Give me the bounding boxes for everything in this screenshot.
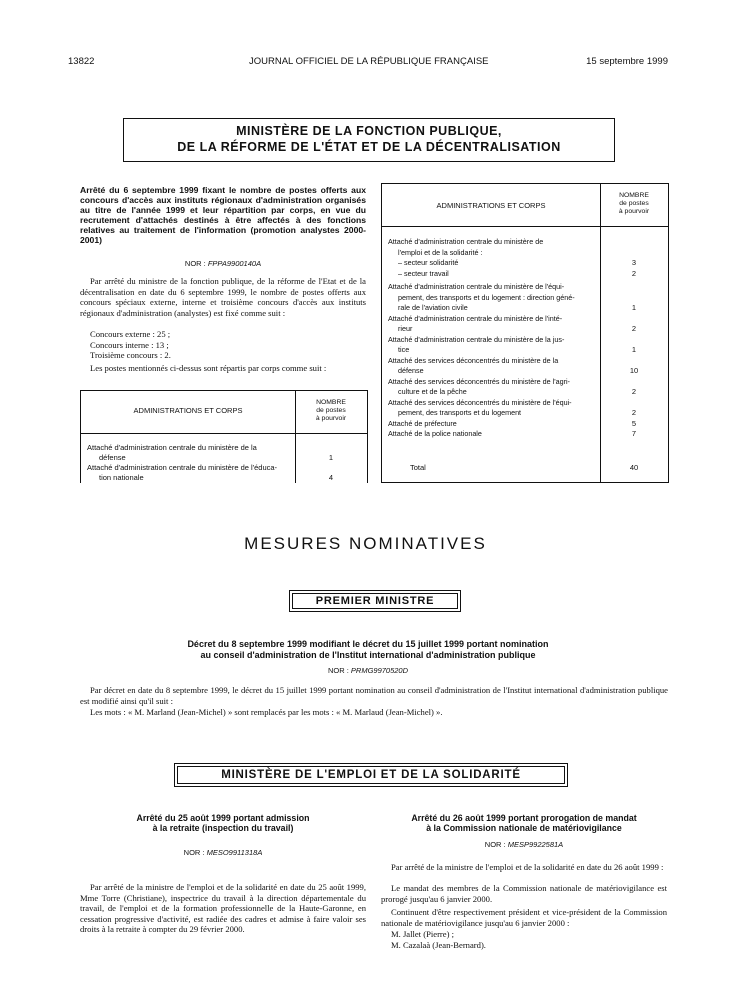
large-table-row-value: 1	[631, 345, 637, 354]
large-table-row-label: Attaché de la police nationale	[388, 429, 482, 438]
decret-nor: NOR : PRMG9970520D	[327, 666, 409, 675]
large-table-row-value: 2	[631, 324, 637, 333]
concours-interne: Concours interne : 13 ;	[90, 339, 169, 350]
large-table-row-label: Attaché d'administration centrale du ministère de l'inté-	[388, 313, 563, 323]
member-name: M. Cazalaà (Jean-Bernard).	[391, 939, 486, 950]
large-table-row-label: Attaché de préfecture	[388, 418, 457, 428]
ministry-line-2: DE LA RÉFORME DE L'ÉTAT ET DE LA DÉCENTRALISATION	[177, 140, 561, 154]
large-table-row-label: pement, des transports et du logement	[398, 408, 522, 417]
section-title-mesures-nominatives: MESURES NOMINATIVES	[244, 534, 487, 553]
large-table-row-value: 1	[631, 303, 637, 312]
large-table-row-label: Attaché des services déconcentrés du ministère de l'équi-	[388, 397, 572, 407]
large-table-row-value: 2	[631, 387, 637, 396]
large-table-row-label: Attaché d'administration centrale du ministère de la jus-	[388, 334, 565, 344]
large-table-row-label: rale de l'aviation civile	[398, 303, 468, 312]
total-value: 40	[629, 463, 639, 472]
member-name: M. Jallet (Pierre) ;	[391, 929, 455, 939]
arrete-3-nor: NOR : MESP9922581A	[484, 840, 564, 849]
large-table	[381, 183, 669, 483]
ministry-emploi-heading: MINISTÈRE DE L'EMPLOI ET DE LA SOLIDARITÉ	[174, 763, 568, 787]
large-table-row-label: tice	[398, 345, 410, 354]
decret-paragraph-2: Les mots : « M. Marland (Jean-Michel) » sont remplacés par les mots : « M. Marlaud (Jean-Michel) ».	[90, 707, 443, 717]
arrete-2-nor: NOR : MESO9911318A	[183, 848, 263, 857]
concours-troisieme: Troisième concours : 2.	[90, 350, 171, 361]
small-table-header-col2: NOMBRE de postes à pourvoir	[315, 399, 347, 422]
concours-list	[90, 329, 366, 361]
large-table-row-label: Attaché des services déconcentrés du ministère de l'agri-	[388, 376, 570, 386]
page-number: 13822	[68, 56, 95, 67]
arrete-3-title: Arrêté du 26 août 1999 portant prorogation de mandat à la Commission nationale de matériovigilance	[411, 813, 637, 833]
concours-externe: Concours externe : 25 ;	[90, 329, 171, 339]
arrete-2-paragraph: Par arrêté de la ministre de l'emploi et de la solidarité en date du 25 août 1999, Mme Torre (Christiane), inspectrice du travail à la direction départementale du travail, de l'emploi et de la formation professionnelle de la Haute-Garonne, en cessation progressive d'activité, est radiée des cadres et admise à faire valoir ses droits à la retraite à compter du 29 février 2000.	[80, 882, 366, 935]
large-table-header-col1: ADMINISTRATIONS ET CORPS	[436, 201, 546, 210]
arrete-1-nor: NOR : FPPA9900140A	[184, 259, 262, 268]
ministry-line-1: MINISTÈRE DE LA FONCTION PUBLIQUE,	[236, 124, 502, 138]
publication-date: 15 septembre 1999	[586, 56, 668, 67]
large-table-row-label: culture et de la pêche	[398, 387, 467, 396]
small-table-header-col1: ADMINISTRATIONS ET CORPS	[133, 406, 243, 415]
arrete-1-paragraph-2: Les postes mentionnés ci-dessus sont répartis par corps comme suit :	[90, 363, 327, 373]
arrete-3-paragraph-3: Continuent d'être respectivement président et vice-président de la Commission nationale de matériovigilance jusqu'au 6 janvier 2000 :	[381, 907, 667, 928]
large-table-row-label: – secteur travail	[398, 268, 449, 278]
decret-paragraph-1: Par décret en date du 8 septembre 1999, le décret du 15 juillet 1999 portant nomination au conseil d'administration de l'Institut international d'administration publique est modifié ainsi qu'il suit :	[80, 685, 668, 706]
large-table-row-label: Attaché d'administration centrale du ministère de	[388, 237, 544, 246]
arrete-1-paragraph-1: Par arrêté du ministre de la fonction publique, de la réforme de l'Etat et de la décentralisation en date du 6 septembre 1999, le nombre de postes offerts aux concours spéciaux externe, interne et troisième concours d'accès aux instituts régionaux d'administration (analystes) est fixé comme suit :	[80, 276, 366, 318]
large-table-row-label: – secteur solidarité	[398, 258, 459, 267]
small-table-value: 4	[328, 473, 334, 482]
large-table-row-label: rieur	[398, 324, 413, 333]
large-table-row-label: Attaché des services déconcentrés du ministère de la	[388, 355, 559, 365]
small-table	[80, 390, 368, 483]
large-table-row-value: 3	[631, 258, 637, 267]
large-table-row-value: 2	[631, 268, 637, 278]
large-table-row-value: 5	[631, 418, 637, 428]
large-table-row-label: l'emploi et de la solidarité :	[398, 247, 483, 257]
large-table-row-label: Attaché d'administration centrale du ministère de l'équi-	[388, 282, 565, 291]
large-table-row-label: défense	[398, 366, 424, 375]
large-table-row-value: 2	[631, 408, 637, 417]
large-table-row-label: pement, des transports et du logement : direction géné-	[398, 292, 575, 302]
arrete-3-paragraph-1: Par arrêté de la ministre de l'emploi et de la solidarité en date du 26 août 1999 :	[391, 862, 664, 872]
decret-title: Décret du 8 septembre 1999 modifiant le décret du 15 juillet 1999 portant nomination au conseil d'administration de l'Institut international d'administration publique	[187, 639, 549, 660]
nor-code: FPPA9900140A	[207, 259, 262, 268]
journal-title: JOURNAL OFFICIEL DE LA RÉPUBLIQUE FRANÇAISE	[249, 56, 489, 67]
large-table-row-value: 10	[629, 366, 639, 375]
small-table-value: 1	[328, 453, 334, 462]
premier-ministre-heading: PREMIER MINISTRE	[289, 590, 461, 612]
large-table-row-value: 7	[631, 429, 637, 438]
large-table-header-col2: NOMBRE de postes à pourvoir	[618, 192, 650, 215]
arrete-2-title: Arrêté du 25 août 1999 portant admission à la retraite (inspection du travail)	[136, 813, 310, 833]
small-table-row: Attaché d'administration centrale du ministère de la défense Attaché d'administration centrale du ministère de l'éduca- tion nationale	[87, 443, 278, 482]
arrete-1-title: Arrêté du 6 septembre 1999 fixant le nombre de postes offerts aux concours d'accès aux instituts régionaux d'administration organisés au titre de l'année 1999 et leur répartition par corps, en vue du recrutement d'attachés destinés à être affectés à des fonctions relatives au traitement de l'information (promotion analystes 2000-2001)	[80, 185, 366, 245]
total-label: Total	[410, 463, 426, 472]
arrete-3-names	[391, 929, 667, 950]
arrete-3-paragraph-2: Le mandat des membres de la Commission nationale de matériovigilance est prorogé jusqu'au 6 janvier 2000.	[381, 883, 667, 904]
ministry-fonction-publique-heading	[123, 118, 615, 162]
